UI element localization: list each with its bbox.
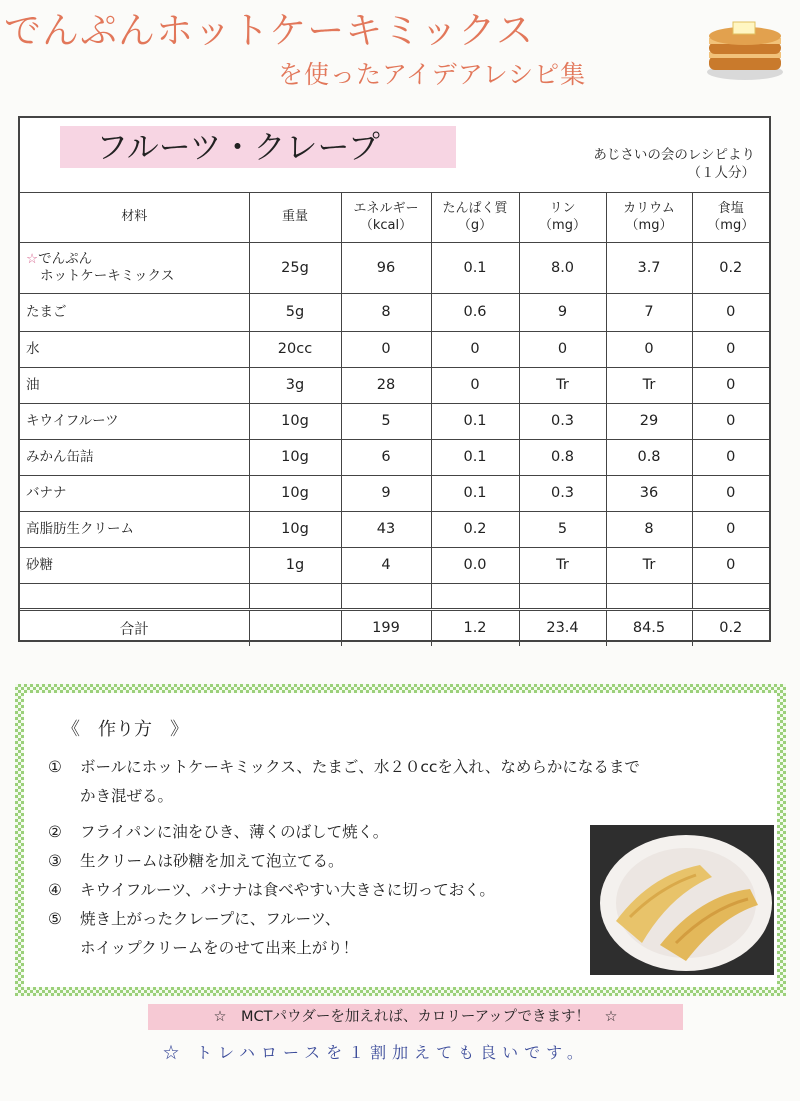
- ingredient-name: キウイフルーツ: [20, 403, 249, 439]
- phosphorus-cell: 0.3: [519, 403, 606, 439]
- potassium-cell: 8: [606, 511, 692, 547]
- title-line2: を使ったアイデアレシピ集: [278, 60, 587, 89]
- step-number: ②: [48, 823, 62, 841]
- protein-cell: 0.1: [431, 403, 519, 439]
- weight-cell: 10g: [249, 475, 341, 511]
- header-weight: 重量: [249, 192, 341, 242]
- header-material: 材料: [20, 192, 249, 242]
- table-total-row: [20, 609, 769, 646]
- weight-cell: 3g: [249, 367, 341, 403]
- weight-cell: 20cc: [249, 331, 341, 367]
- salt-cell: 0.2: [692, 242, 769, 293]
- table-row: [20, 367, 769, 403]
- table-row: [20, 242, 769, 293]
- protein-cell: 0.1: [431, 439, 519, 475]
- total-protein: 1.2: [431, 609, 519, 646]
- energy-cell: 96: [341, 242, 431, 293]
- salt-cell: 0: [692, 293, 769, 331]
- potassium-cell: 36: [606, 475, 692, 511]
- energy-cell: 4: [341, 547, 431, 583]
- ingredient-name: 油: [20, 367, 249, 403]
- step-1: [48, 753, 748, 811]
- step-text: 焼き上がったクレープに、フルーツ、: [80, 910, 341, 928]
- salt-cell: 0: [692, 511, 769, 547]
- total-label: 合計: [20, 609, 249, 646]
- protein-cell: 0.2: [431, 511, 519, 547]
- potassium-cell: Tr: [606, 367, 692, 403]
- phosphorus-cell: 0.8: [519, 439, 606, 475]
- step-text: 生クリームは砂糖を加えて泡立てる。: [80, 852, 344, 870]
- header-salt: [692, 192, 769, 242]
- phosphorus-cell: 0: [519, 331, 606, 367]
- header-energy: [341, 192, 431, 242]
- salt-cell: 0: [692, 403, 769, 439]
- potassium-cell: 7: [606, 293, 692, 331]
- source-line2: （１人分）: [687, 165, 755, 181]
- title-line1: でんぷんホットケーキミックス: [4, 9, 535, 52]
- energy-cell: 28: [341, 367, 431, 403]
- energy-label: エネルギー: [353, 200, 419, 216]
- weight-cell: 5g: [249, 293, 341, 331]
- source-line1: あじさいの会のレシピより: [593, 147, 755, 163]
- weight-cell: 10g: [249, 439, 341, 475]
- ingredient-name: 砂糖: [20, 547, 249, 583]
- total-salt: 0.2: [692, 609, 769, 646]
- handwritten-note: ☆ トレハロースを１割加えても良いです。: [163, 1043, 589, 1062]
- table-row: [20, 511, 769, 547]
- method-box: [15, 684, 786, 996]
- weight-cell: 25g: [249, 242, 341, 293]
- protein-label: たんぱく質: [442, 200, 508, 216]
- salt-unit: （mg）: [707, 217, 755, 233]
- table-row: [20, 331, 769, 367]
- phosphorus-cell: 5: [519, 511, 606, 547]
- phosphorus-cell: 9: [519, 293, 606, 331]
- method-inner: [24, 693, 777, 987]
- ingredient-name: たまご: [20, 293, 249, 331]
- table-row: [20, 439, 769, 475]
- step-text: フライパンに油をひき、薄くのばして焼く。: [80, 823, 389, 841]
- phosphorus-cell: 0.3: [519, 475, 606, 511]
- salt-cell: 0: [692, 331, 769, 367]
- mct-note: ☆ MCTパウダーを加えれば、カロリーアップできます！ ☆: [148, 1004, 683, 1030]
- salt-cell: 0: [692, 439, 769, 475]
- ingredient-name: ☆でんぷん ホットケーキミックス: [20, 242, 249, 293]
- ingredient-name: みかん缶詰: [20, 439, 249, 475]
- phosphorus-cell: 8.0: [519, 242, 606, 293]
- table-row: [20, 293, 769, 331]
- table-row: [20, 547, 769, 583]
- total-energy: 199: [341, 609, 431, 646]
- star-icon: ☆: [26, 250, 39, 267]
- total-phosphorus: 23.4: [519, 609, 606, 646]
- crepe-photo: [590, 825, 774, 975]
- phosphorus-cell: Tr: [519, 547, 606, 583]
- potassium-cell: 0: [606, 331, 692, 367]
- step-text-cont: かき混ぜる。: [80, 787, 174, 805]
- protein-cell: 0.6: [431, 293, 519, 331]
- table-row: [20, 475, 769, 511]
- table-row-empty: [20, 583, 769, 609]
- salt-cell: 0: [692, 475, 769, 511]
- energy-cell: 6: [341, 439, 431, 475]
- energy-cell: 9: [341, 475, 431, 511]
- ingredient-name: 水: [20, 331, 249, 367]
- potassium-label: カリウム: [623, 200, 675, 216]
- phosphorus-cell: Tr: [519, 367, 606, 403]
- phosphorus-label: リン: [549, 200, 576, 216]
- weight-cell: 10g: [249, 511, 341, 547]
- step-text: ボールにホットケーキミックス、たまご、水２０ccを入れ、なめらかになるまで: [80, 758, 640, 776]
- protein-cell: 0.1: [431, 242, 519, 293]
- energy-cell: 8: [341, 293, 431, 331]
- energy-unit: （kcal）: [359, 217, 413, 233]
- potassium-cell: 0.8: [606, 439, 692, 475]
- ingredient-name: バナナ: [20, 475, 249, 511]
- potassium-unit: （mg）: [625, 217, 673, 233]
- table-row: [20, 403, 769, 439]
- protein-cell: 0.1: [431, 475, 519, 511]
- energy-cell: 5: [341, 403, 431, 439]
- step-number: ④: [48, 881, 62, 899]
- step-number: ①: [48, 758, 62, 776]
- step-text: キウイフルーツ、バナナは食べやすい大きさに切っておく。: [80, 881, 495, 899]
- header-protein: [431, 192, 519, 242]
- pancake-icon: [705, 12, 785, 82]
- potassium-cell: 29: [606, 403, 692, 439]
- method-heading: 《 作り方 》: [62, 719, 188, 740]
- total-weight: [249, 609, 341, 646]
- ingredient-name: 高脂肪生クリーム: [20, 511, 249, 547]
- weight-cell: 1g: [249, 547, 341, 583]
- step-number: ③: [48, 852, 62, 870]
- step-text-cont: ホイップクリームをのせて出来上がり！: [80, 939, 359, 957]
- nutrition-table: [18, 116, 771, 642]
- protein-cell: 0: [431, 331, 519, 367]
- energy-cell: 43: [341, 511, 431, 547]
- weight-cell: 10g: [249, 403, 341, 439]
- protein-cell: 0: [431, 367, 519, 403]
- energy-cell: 0: [341, 331, 431, 367]
- protein-unit: （g）: [457, 217, 493, 233]
- phosphorus-unit: （mg）: [539, 217, 586, 233]
- table-header-area: [20, 118, 769, 193]
- recipe-source: [593, 146, 755, 182]
- salt-cell: 0: [692, 547, 769, 583]
- header-phosphorus: [519, 192, 606, 242]
- step-number: ⑤: [48, 910, 62, 928]
- potassium-cell: 3.7: [606, 242, 692, 293]
- salt-cell: 0: [692, 367, 769, 403]
- salt-label: 食塩: [717, 200, 744, 216]
- nutrition-grid: [20, 192, 769, 646]
- header-potassium: [606, 192, 692, 242]
- protein-cell: 0.0: [431, 547, 519, 583]
- total-potassium: 84.5: [606, 609, 692, 646]
- recipe-name: フルーツ・クレープ: [60, 126, 456, 168]
- potassium-cell: Tr: [606, 547, 692, 583]
